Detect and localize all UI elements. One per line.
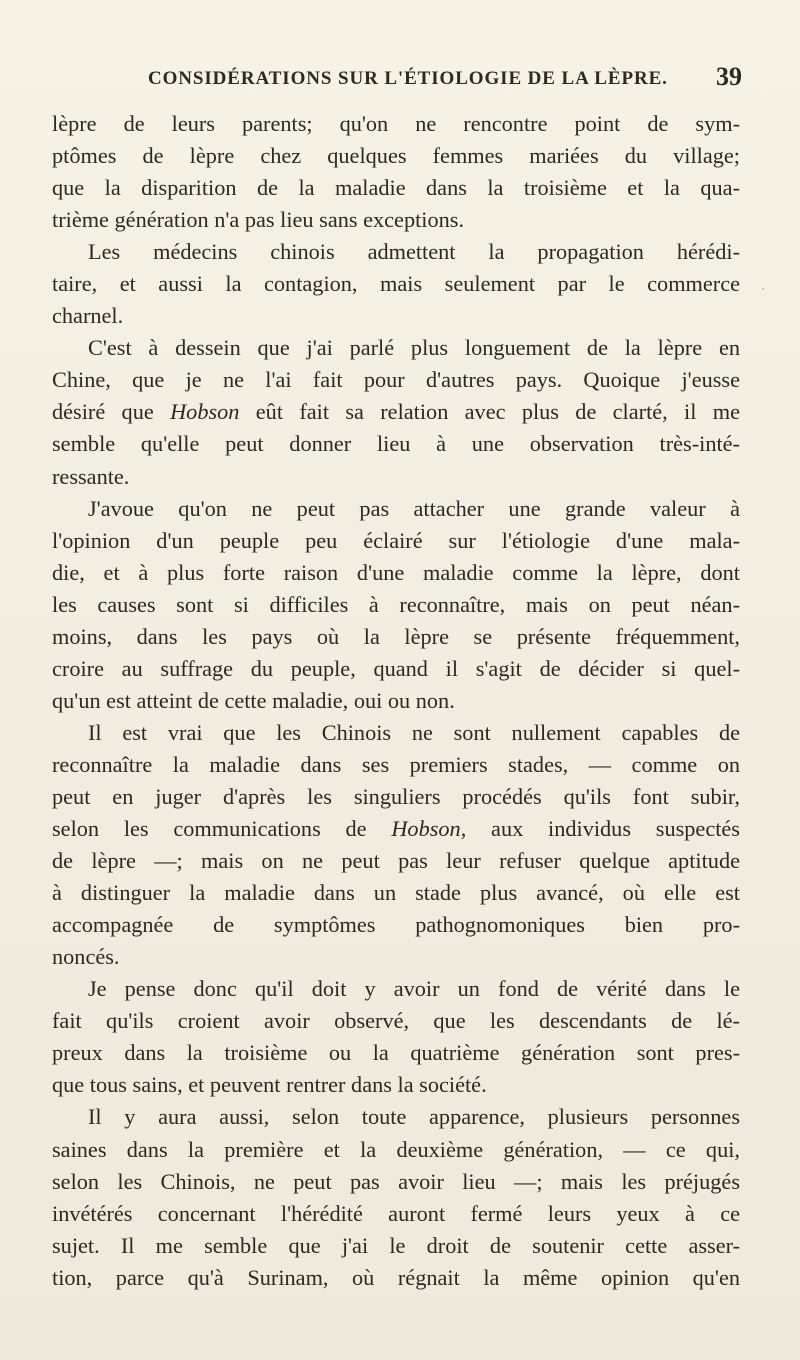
text-line: selon les Chinois, ne peut pas avoir lieu —; mais les préjugés bbox=[52, 1168, 740, 1194]
text-line: croire au suffrage du peuple, quand il s'agit de décider si quel- bbox=[52, 655, 740, 681]
text-line: C'est à dessein que j'ai parlé plus longuement de la lèpre en bbox=[88, 335, 740, 361]
text-line: sujet. Il me semble que j'ai le droit de soutenir cette asser- bbox=[52, 1232, 740, 1258]
text-line: Chine, que je ne l'ai fait pour d'autres pays. Quoique j'eusse bbox=[52, 367, 740, 393]
text-line: que la disparition de la maladie dans la troisième et la qua- bbox=[52, 175, 740, 201]
paper-speck bbox=[330, 341, 332, 343]
text-line: Les médecins chinois admettent la propagation hérédi- bbox=[88, 239, 740, 265]
text-line: trième génération n'a pas lieu sans exceptions. bbox=[52, 207, 465, 233]
text-line: semble qu'elle peut donner lieu à une observation très-inté- bbox=[52, 431, 740, 457]
running-head: CONSIDÉRATIONS SUR L'ÉTIOLOGIE DE LA LÈPRE. bbox=[148, 68, 668, 89]
text-line: de lèpre —; mais on ne peut pas leur refuser quelque aptitude bbox=[52, 848, 740, 874]
text-line: taire, et aussi la contagion, mais seulement par le commerce bbox=[52, 271, 740, 297]
text-line: reconnaître la maladie dans ses premiers stades, — comme on bbox=[52, 751, 740, 777]
text-line: tion, parce qu'à Surinam, où régnait la même opinion qu'en bbox=[52, 1264, 740, 1290]
text-line: invétérés concernant l'hérédité auront fermé leurs yeux à ce bbox=[52, 1200, 740, 1226]
text-line: charnel. bbox=[52, 303, 124, 329]
text-line: J'avoue qu'on ne peut pas attacher une grande valeur à bbox=[88, 495, 740, 521]
text-line: que tous sains, et peuvent rentrer dans la société. bbox=[52, 1072, 487, 1098]
text-line: accompagnée de symptômes pathognomoniques bien pro- bbox=[52, 912, 740, 938]
text-line: Il est vrai que les Chinois ne sont nullement capables de bbox=[88, 719, 740, 745]
italic-name: Hobson bbox=[170, 399, 240, 425]
body-text bbox=[52, 108, 740, 1294]
italic-name: Hobson bbox=[391, 816, 461, 842]
text-line: ressante. bbox=[52, 463, 130, 489]
text-line: l'opinion d'un peuple peu éclairé sur l'étiologie d'une mala- bbox=[52, 527, 740, 553]
page-header bbox=[52, 62, 742, 102]
text-line: fait qu'ils croient avoir observé, que les descendants de lé- bbox=[52, 1008, 740, 1034]
page-number: 39 bbox=[716, 62, 742, 91]
text-line: saines dans la première et la deuxième génération, — ce qui, bbox=[52, 1136, 740, 1162]
text-line: preux dans la troisième ou la quatrième génération sont pres- bbox=[52, 1040, 740, 1066]
text-line: qu'un est atteint de cette maladie, oui ou non. bbox=[52, 687, 455, 713]
text-line: ptômes de lèpre chez quelques femmes mariées du village; bbox=[52, 143, 740, 169]
text-line: Je pense donc qu'il doit y avoir un fond de vérité dans le bbox=[88, 976, 740, 1002]
text-line: désiré que Hobson eût fait sa relation avec plus de clarté, il me bbox=[52, 399, 740, 425]
text-line: noncés. bbox=[52, 944, 120, 970]
text-line: die, et à plus forte raison d'une maladie comme la lèpre, dont bbox=[52, 559, 740, 585]
paper-speck bbox=[762, 288, 764, 290]
text-line: à distinguer la maladie dans un stade plus avancé, où elle est bbox=[52, 880, 740, 906]
text-line: lèpre de leurs parents; qu'on ne rencontre point de sym- bbox=[52, 111, 740, 136]
text-line: Il y aura aussi, selon toute apparence, plusieurs personnes bbox=[88, 1104, 740, 1130]
text-line: moins, dans les pays où la lèpre se présente fréquemment, bbox=[52, 623, 740, 649]
text-line: selon les communications de Hobson, aux individus suspectés bbox=[52, 816, 740, 842]
text-line: les causes sont si difficiles à reconnaître, mais on peut néan- bbox=[52, 591, 740, 617]
text-line: peut en juger d'après les singuliers procédés qu'ils font subir, bbox=[52, 783, 740, 809]
